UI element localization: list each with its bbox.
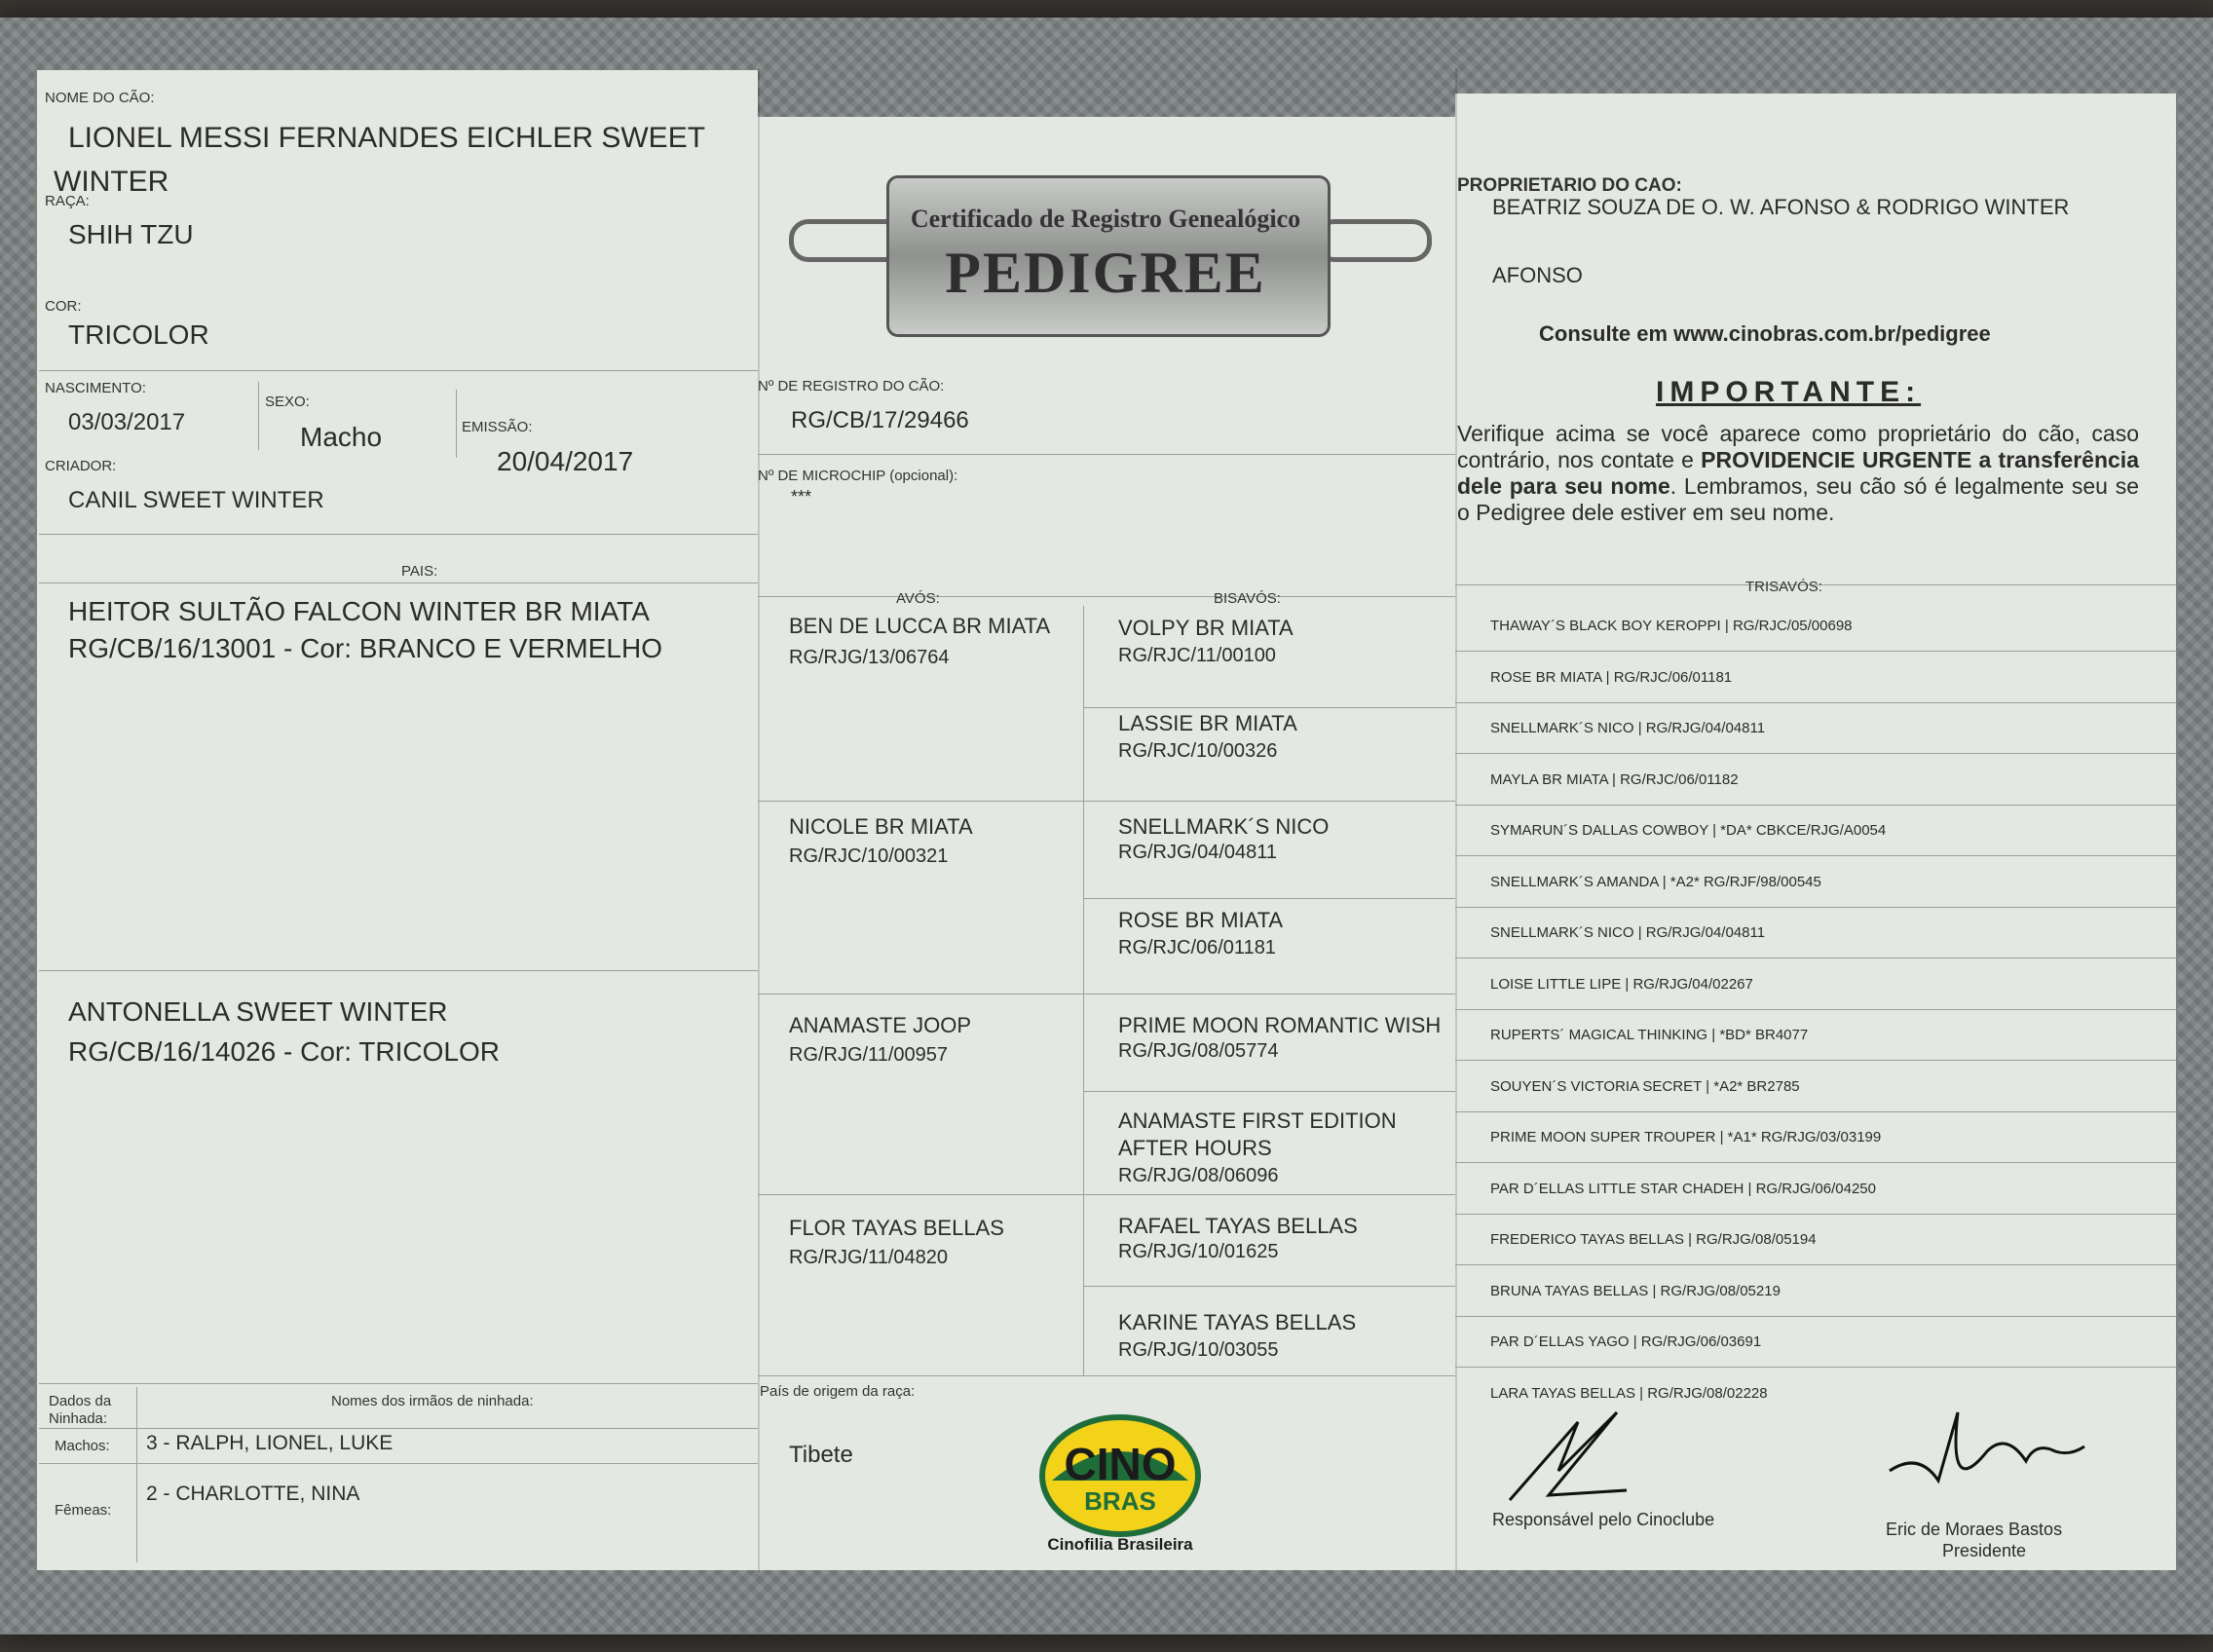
great-great-grandparent-entry: LARA TAYAS BELLAS | RG/RJG/08/02228 (1490, 1384, 1768, 1402)
great-great-grandparent-entry: RUPERTS´ MAGICAL THINKING | *BD* BR4077 (1490, 1027, 1809, 1043)
divider (758, 994, 1455, 995)
left-panel (37, 70, 758, 1570)
origin-value: Tibete (789, 1442, 853, 1468)
great-grandparent-8-name: KARINE TAYAS BELLAS (1118, 1310, 1357, 1334)
great-great-grandparent-entry: BRUNA TAYAS BELLAS | RG/RJG/08/05219 (1490, 1282, 1781, 1299)
divider (1455, 651, 2176, 652)
grandparent-2-name: NICOLE BR MIATA (789, 814, 973, 839)
great-great-grandparent-entry: MAYLA BR MIATA | RG/RJC/06/01182 (1490, 770, 1739, 788)
signature-left-caption: Responsável pelo Cinoclube (1492, 1510, 1715, 1529)
males-value: 3 - RALPH, LIONEL, LUKE (146, 1432, 394, 1454)
pedigree-banner (769, 146, 1442, 370)
grandparent-1-name: BEN DE LUCCA BR MIATA (789, 614, 1051, 638)
great-great-grandparent-entry: THAWAY´S BLACK BOY KEROPPI | RG/RJC/05/00698 (1490, 618, 1853, 634)
great-grandparent-3-registration: RG/RJG/04/04811 (1118, 842, 1278, 863)
dog-name-line2: WINTER (54, 166, 169, 198)
signature-left-icon (1490, 1403, 1666, 1510)
great-grandparent-2-registration: RG/RJC/10/00326 (1118, 740, 1278, 762)
divider (1455, 702, 2176, 703)
grandparents-label: AVÓS: (896, 590, 940, 607)
divider (1455, 957, 2176, 958)
great-grandparent-4-registration: RG/RJC/06/01181 (1118, 937, 1276, 958)
females-value: 2 - CHARLOTTE, NINA (146, 1483, 360, 1505)
divider (1455, 1214, 2176, 1215)
signature-right-icon (1880, 1393, 2094, 1510)
great-grandparent-8-registration: RG/RJG/10/03055 (1118, 1339, 1279, 1361)
divider (1083, 707, 1455, 708)
grandparent-2-registration: RG/RJC/10/00321 (789, 845, 949, 867)
sex-value: Macho (300, 422, 383, 452)
great-great-grandparent-entry: SNELLMARK´S AMANDA | *A2* RG/RJF/98/00545 (1490, 873, 1821, 890)
great-grandparent-5-registration: RG/RJG/08/05774 (1118, 1040, 1279, 1062)
sire-name: HEITOR SULTÃO FALCON WINTER BR MIATA (68, 596, 650, 626)
siblings-label: Nomes dos irmãos de ninhada: (331, 1393, 534, 1409)
great-grandparent-6-name: ANAMASTE FIRST EDITION (1118, 1108, 1397, 1133)
color-value: TRICOLOR (68, 319, 209, 350)
breeder-value: CANIL SWEET WINTER (68, 487, 324, 513)
divider (1455, 907, 2176, 908)
registration-value: RG/CB/17/29466 (791, 407, 969, 433)
grandparent-4-name: FLOR TAYAS BELLAS (789, 1216, 1004, 1240)
issue-value: 20/04/2017 (497, 446, 634, 476)
great-grandparents-label: BISAVÓS: (1214, 590, 1281, 607)
great-grandparent-6-name-line2: AFTER HOURS (1118, 1136, 1272, 1160)
owner-label: PROPRIETARIO DO CAO: (1457, 175, 1682, 196)
birth-value: 03/03/2017 (68, 409, 186, 435)
fold-line-right (1455, 68, 1457, 1573)
signature-right-title: Presidente (1942, 1541, 2027, 1560)
divider (1455, 753, 2176, 754)
breed-label: RAÇA: (45, 193, 90, 209)
divider (39, 1383, 758, 1384)
great-great-grandparent-entry: PRIME MOON SUPER TROUPER | *A1* RG/RJG/03/03199 (1490, 1129, 1882, 1145)
important-text-1: Verifique acima se você aparece como proprietário do cão, caso contrário, nos contate e (1457, 421, 2139, 472)
important-text-2: . Lembramos, seu cão só é legalmente seu se o Pedigree dele estiver em seu nome. (1457, 473, 2139, 525)
important-note (1457, 421, 2139, 526)
great-great-grandparents-label: TRISAVÓS: (1745, 579, 1822, 595)
divider (136, 1387, 137, 1562)
great-great-grandparent-entry: SYMARUN´S DALLAS COWBOY | *DA* CBKCE/RJG/A0054 (1490, 822, 1887, 839)
great-great-grandparent-entry: SNELLMARK´S NICO | RG/RJG/04/04811 (1490, 720, 1766, 736)
great-great-grandparent-entry: SOUYEN´S VICTORIA SECRET | *A2* BR2785 (1490, 1077, 1800, 1095)
logo-caption: Cinofilia Brasileira (1047, 1535, 1193, 1554)
great-great-grandparent-entry: LOISE LITTLE LIPE | RG/RJG/04/02267 (1490, 975, 1753, 993)
divider (1455, 1316, 2176, 1317)
great-great-grandparent-entry: PAR D´ELLAS LITTLE STAR CHADEH | RG/RJG/06/04250 (1490, 1180, 1876, 1197)
divider (456, 390, 457, 458)
great-grandparent-7-name: RAFAEL TAYAS BELLAS (1118, 1214, 1358, 1238)
sex-label: SEXO: (265, 394, 310, 410)
dam-registration: RG/CB/16/14026 - Cor: TRICOLOR (68, 1036, 500, 1067)
divider (758, 454, 1455, 455)
grandparent-1-registration: RG/RJG/13/06764 (789, 647, 950, 668)
divider (1083, 606, 1084, 1375)
dog-name-label: NOME DO CÃO: (45, 90, 155, 106)
signature-right-name: Eric de Moraes Bastos (1886, 1520, 2063, 1539)
great-grandparent-6-registration: RG/RJG/08/06096 (1118, 1165, 1279, 1186)
owner-line1: BEATRIZ SOUZA DE O. W. AFONSO & RODRIGO WINTER (1492, 195, 2070, 219)
great-grandparent-1-registration: RG/RJC/11/00100 (1118, 645, 1276, 666)
divider (1455, 1060, 2176, 1061)
pedigree-heading: PEDIGREE (945, 241, 1266, 305)
divider (39, 534, 758, 535)
sire-registration: RG/CB/16/13001 - Cor: BRANCO E VERMELHO (68, 633, 662, 663)
divider (39, 1463, 758, 1464)
divider (758, 1375, 1455, 1376)
divider (1455, 1367, 2176, 1368)
issue-label: EMISSÃO: (462, 419, 533, 435)
great-grandparent-3-name: SNELLMARK´S NICO (1118, 814, 1330, 839)
breed-value: SHIH TZU (68, 219, 194, 249)
great-grandparent-1-name: VOLPY BR MIATA (1118, 616, 1294, 640)
registration-label: Nº DE REGISTRO DO CÃO: (758, 378, 945, 394)
great-grandparent-2-name: LASSIE BR MIATA (1118, 711, 1297, 735)
divider (1083, 898, 1455, 899)
great-great-grandparent-entry: SNELLMARK´S NICO | RG/RJG/04/04811 (1490, 924, 1766, 941)
birth-label: NASCIMENTO: (45, 380, 146, 396)
origin-label: País de origem da raça: (760, 1383, 916, 1400)
great-grandparent-7-registration: RG/RJG/10/01625 (1118, 1241, 1279, 1262)
great-great-grandparent-entry: PAR D´ELLAS YAGO | RG/RJG/06/03691 (1490, 1333, 1762, 1350)
divider (1455, 1111, 2176, 1112)
divider (39, 970, 758, 971)
divider (758, 596, 1455, 597)
color-label: COR: (45, 298, 82, 315)
divider (1455, 1162, 2176, 1163)
great-great-grandparent-entry: ROSE BR MIATA | RG/RJC/06/01181 (1490, 668, 1733, 686)
divider (39, 370, 758, 371)
divider (1083, 1091, 1455, 1092)
owner-line2: AFONSO (1492, 263, 1583, 287)
grandparent-3-name: ANAMASTE JOOP (789, 1013, 972, 1037)
divider (39, 1428, 758, 1429)
logo-bottom-text: BRAS (1084, 1486, 1156, 1516)
parents-label: PAIS: (401, 563, 438, 580)
divider (758, 801, 1455, 802)
microchip-value: *** (791, 487, 812, 507)
breeder-label: CRIADOR: (45, 458, 117, 474)
divider (1455, 805, 2176, 806)
important-bold: PROVIDENCIE URGENTE a transferência dele para seu nome (1457, 447, 2139, 499)
cinobras-logo (1032, 1412, 1208, 1558)
grandparent-3-registration: RG/RJG/11/00957 (789, 1044, 949, 1066)
divider (1455, 855, 2176, 856)
grandparent-4-registration: RG/RJG/11/04820 (789, 1247, 949, 1268)
certificate-title: Certificado de Registro Genealógico (910, 205, 1301, 233)
divider (258, 382, 259, 450)
divider (1455, 1264, 2176, 1265)
dog-name-line1: LIONEL MESSI FERNANDES EICHLER SWEET (68, 122, 706, 154)
divider (1083, 1286, 1455, 1287)
divider (1455, 1009, 2176, 1010)
great-grandparent-4-name: ROSE BR MIATA (1118, 908, 1284, 932)
important-heading: IMPORTANTE: (1656, 376, 1922, 408)
males-label: Machos: (55, 1438, 110, 1454)
divider (758, 1194, 1455, 1195)
consult-link[interactable]: Consulte em www.cinobras.com.br/pedigree (1539, 321, 1991, 346)
divider (39, 582, 758, 583)
great-great-grandparent-entry: FREDERICO TAYAS BELLAS | RG/RJG/08/05194 (1490, 1231, 1817, 1248)
microchip-label: Nº DE MICROCHIP (opcional): (758, 468, 958, 484)
litter-data-label: Dados da Ninhada: (49, 1393, 112, 1427)
logo-top-text: CINO (1064, 1439, 1177, 1489)
females-label: Fêmeas: (55, 1502, 112, 1519)
dam-name: ANTONELLA SWEET WINTER (68, 996, 448, 1027)
great-grandparent-5-name: PRIME MOON ROMANTIC WISH (1118, 1013, 1442, 1037)
fold-line-left (758, 68, 760, 1573)
